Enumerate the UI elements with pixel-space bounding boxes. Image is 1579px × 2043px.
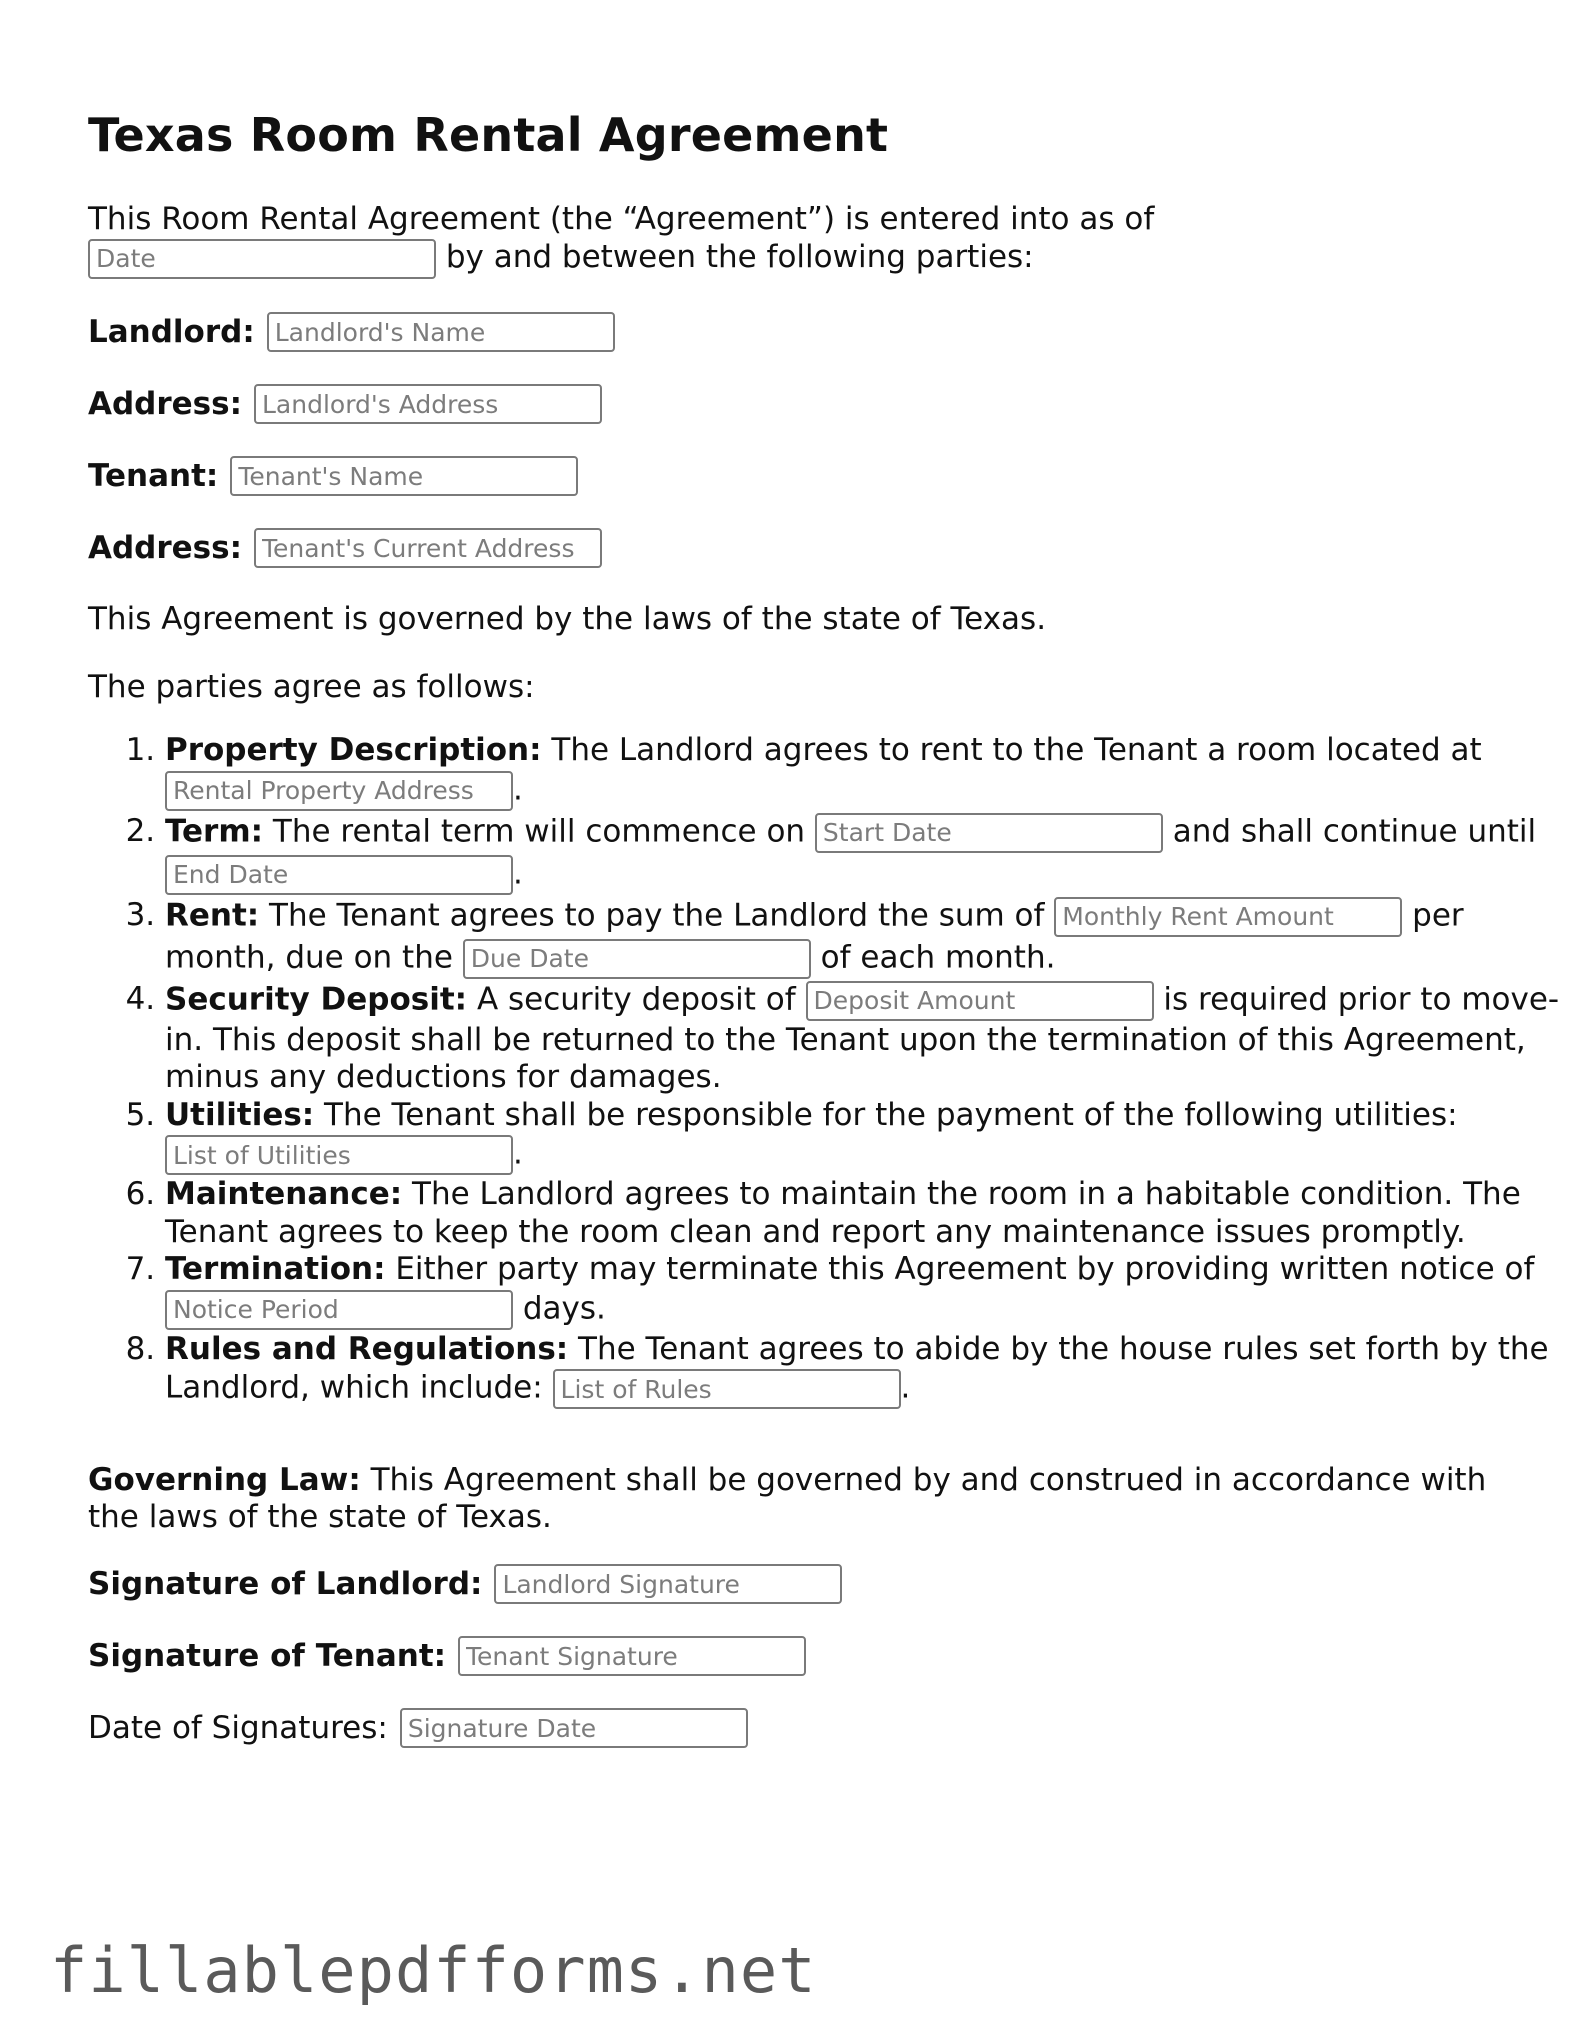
clause-text: The Tenant agrees to pay the Landlord the sum of (269, 897, 1045, 933)
clause-text: A security deposit of (476, 981, 796, 1017)
tenant-signature-label: Signature of Tenant: (88, 1638, 447, 1674)
clause-text: The Landlord agrees to rent to the Tenant a room located at (551, 732, 1482, 768)
clause-heading: Term: (165, 813, 264, 849)
tenant-signature-field[interactable] (458, 1636, 806, 1676)
governed-statement: This Agreement is governed by the laws of the state of Texas. (88, 601, 1047, 637)
tenant-name-field[interactable] (230, 456, 578, 496)
clause-property (165, 732, 1577, 812)
landlord-address-label: Address: (88, 386, 242, 422)
signature-date-field[interactable] (400, 1708, 748, 1748)
clause-heading: Utilities: (165, 1096, 315, 1133)
due-date-field[interactable] (463, 939, 811, 979)
landlord-signature-label: Signature of Landlord: (88, 1566, 483, 1602)
deposit-amount-field[interactable] (806, 981, 1154, 1021)
tenant-address-field[interactable] (254, 528, 602, 568)
clause-text: days. (522, 1290, 606, 1326)
clause-end: . (513, 1135, 523, 1172)
governing-law-text: This Agreement shall be governed by and construed in accordance with the laws of the state of Texas. (88, 1462, 1487, 1535)
clause-end: . (513, 855, 523, 891)
clause-deposit (165, 980, 1577, 1097)
landlord-signature-row (88, 1564, 842, 1604)
clauses-list (88, 732, 1577, 1410)
intro-paragraph (88, 200, 1508, 279)
clause-end: . (513, 771, 523, 807)
landlord-address-row (88, 384, 602, 424)
rental-property-address-field[interactable] (165, 771, 513, 811)
intro-text-after: by and between the following parties: (445, 239, 1034, 275)
clause-text: per month, due on the (165, 897, 1464, 975)
clause-text: The rental term will commence on (272, 813, 806, 849)
rules-list-field[interactable] (553, 1369, 901, 1409)
landlord-label: Landlord: (88, 314, 255, 350)
landlord-name-field[interactable] (267, 312, 615, 352)
clause-heading: Property Description: (165, 732, 542, 768)
tenant-label: Tenant: (88, 458, 219, 494)
site-watermark: fillablepdfforms.net (50, 1934, 817, 2007)
clause-heading: Rules and Regulations: (165, 1330, 569, 1367)
signature-date-row (88, 1708, 748, 1748)
tenant-signature-row (88, 1636, 806, 1676)
agreement-date-field[interactable] (88, 239, 436, 279)
tenant-address-row (88, 528, 602, 568)
agree-statement: The parties agree as follows: (88, 669, 535, 705)
start-date-field[interactable] (815, 813, 1163, 853)
governing-law-heading: Governing Law: (88, 1462, 361, 1498)
landlord-address-field[interactable] (254, 384, 602, 424)
landlord-row (88, 312, 615, 352)
clause-end: . (900, 1369, 911, 1406)
page-title: Texas Room Rental Agreement (88, 108, 889, 162)
clause-heading: Security Deposit: (165, 981, 468, 1017)
clause-rent (165, 896, 1577, 980)
clause-text: of each month. (820, 939, 1056, 975)
clause-maintenance (165, 1176, 1577, 1251)
clause-text: The Tenant shall be responsible for the payment of the following utilities: (324, 1096, 1458, 1133)
clause-text: The Tenant agrees to abide by the house rules set forth by the Landlord, which include: (165, 1330, 1549, 1406)
clause-utilities (165, 1097, 1577, 1177)
clause-term (165, 812, 1577, 896)
tenant-row (88, 456, 578, 496)
intro-text: This Room Rental Agreement (the “Agreement”) is entered into as of (88, 201, 1155, 237)
signature-date-label: Date of Signatures: (88, 1710, 388, 1746)
clause-rules (165, 1331, 1577, 1411)
landlord-signature-field[interactable] (494, 1564, 842, 1604)
governing-law-paragraph (88, 1462, 1508, 1536)
clause-termination (165, 1251, 1577, 1331)
end-date-field[interactable] (165, 855, 513, 895)
clause-text: Either party may terminate this Agreement by providing written notice of (395, 1251, 1535, 1287)
monthly-rent-field[interactable] (1054, 897, 1402, 937)
clause-text: is required prior to move-in. This deposit shall be returned to the Tenant upon the termination of this Agreement, minus any deductions for damages. (165, 981, 1560, 1095)
notice-period-field[interactable] (165, 1290, 513, 1330)
clause-text: and shall continue until (1172, 813, 1537, 849)
clause-heading: Termination: (165, 1251, 386, 1287)
clause-heading: Maintenance: (165, 1176, 403, 1212)
clause-heading: Rent: (165, 897, 260, 933)
utilities-list-field[interactable] (165, 1135, 513, 1175)
clause-text: The Landlord agrees to maintain the room in a habitable condition. The Tenant agrees to keep the room clean and report any maintenance issues promptly. (165, 1176, 1521, 1250)
tenant-address-label: Address: (88, 530, 242, 566)
